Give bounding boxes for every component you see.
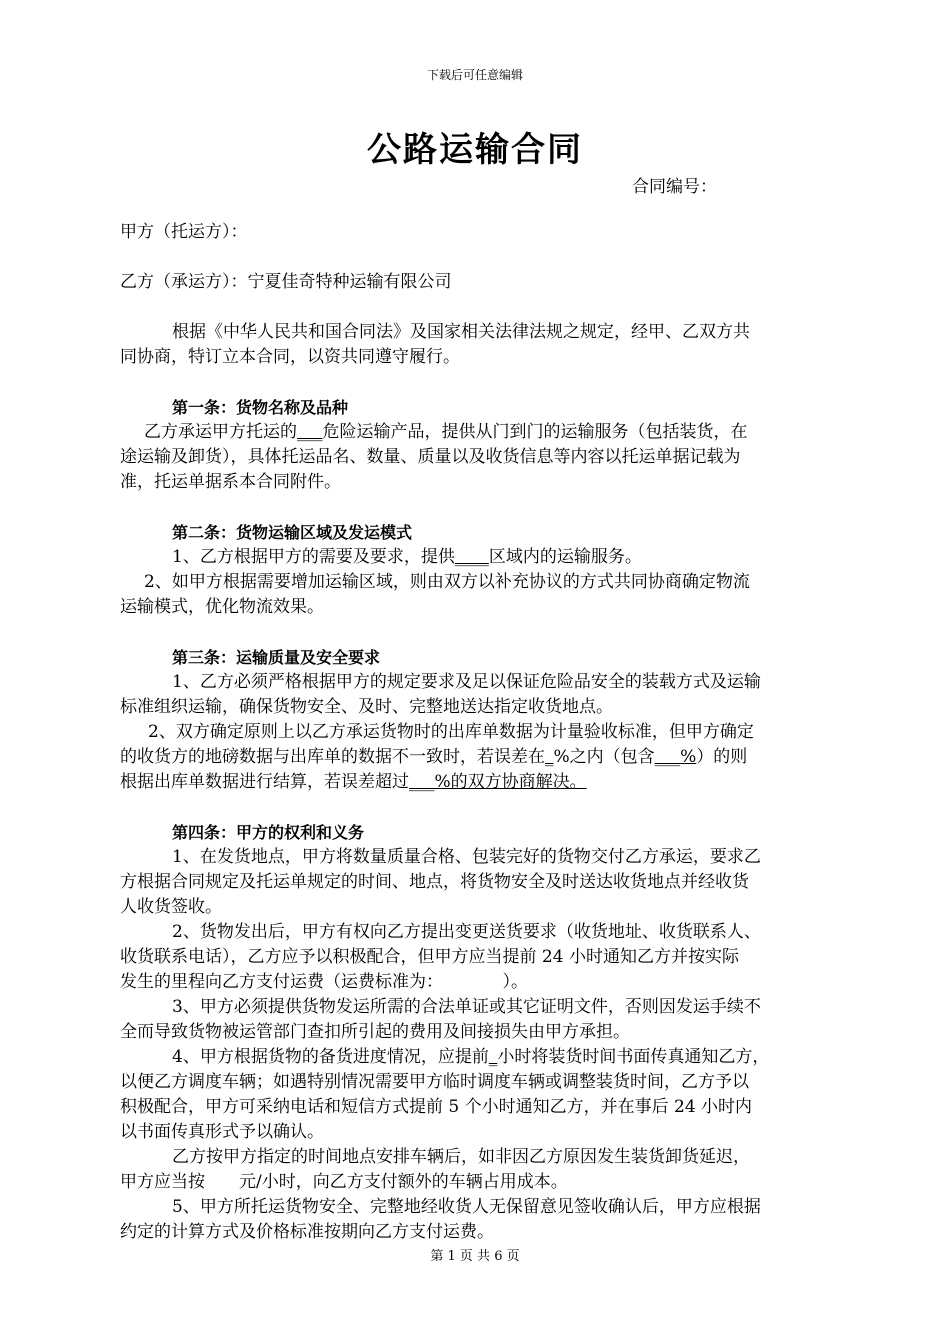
article-4-line: 3、甲方必须提供货物发运所需的合法单证或其它证明文件，否则因发运手续不 bbox=[172, 997, 761, 1017]
article-4-line: 全而导致货物被运管部门查扣所引起的费用及间接损失由甲方承担。 bbox=[120, 1022, 630, 1042]
document-title: 公路运输合同 bbox=[367, 130, 583, 170]
article-4-line: 收货联系电话），乙方应予以积极配合，但甲方应当提前 24 小时通知乙方并按实际 bbox=[120, 947, 739, 967]
article-1-title: 第一条：货物名称及品种 bbox=[172, 398, 349, 417]
article-4-line: 约定的计算方式及价格标准按期向乙方支付运费。 bbox=[120, 1222, 494, 1242]
article-4-line: 4、甲方根据货物的备货进度情况，应提前_小时将装货时间书面传真通知乙方， bbox=[172, 1047, 770, 1067]
article-3-line: 1、乙方必须严格根据甲方的规定要求及足以保证危险品安全的装载方式及运输 bbox=[172, 672, 761, 692]
article-4-line: 积极配合，甲方可采纳电话和短信方式提前 5 个小时通知乙方，并在事后 24 小时内 bbox=[120, 1097, 753, 1117]
article-4-line: 1、在发货地点，甲方将数量质量合格、包装完好的货物交付乙方承运，要求乙 bbox=[172, 847, 761, 867]
party-a: 甲方（托运方）： bbox=[120, 222, 248, 242]
article-1-line: 准，托运单据系本合同附件。 bbox=[120, 472, 341, 492]
article-4-line: 乙方按甲方指定的时间地点安排车辆后，如非因乙方原因发生装货卸货延迟， bbox=[172, 1147, 750, 1167]
article-4-line: 以便乙方调度车辆；如遇特别情况需要甲方临时调度车辆或调整装货时间，乙方予以 bbox=[120, 1072, 749, 1092]
article-2-title: 第二条：货物运输区域及发运模式 bbox=[172, 523, 413, 542]
article-1-line: 途运输及卸货），具体托运品名、数量、质量以及收货信息等内容以托运单据记载为 bbox=[120, 447, 741, 467]
article-4-line: 以书面传真形式予以确认。 bbox=[120, 1122, 324, 1142]
party-b: 乙方（承运方）：宁夏佳奇特种运输有限公司 bbox=[120, 272, 452, 292]
article-1-line: 乙方承运甲方托运的___危险运输产品，提供从门到门的运输服务（包括装货，在 bbox=[144, 422, 748, 442]
article-2-line: 2、如甲方根据需要增加运输区域，则由双方以补充协议的方式共同协商确定物流 bbox=[144, 572, 750, 592]
article-4-line: 方根据合同规定及托运单规定的时间、地点，将货物安全及时送达收货地点并经收货 bbox=[120, 872, 749, 892]
article-2-line: 运输模式，优化物流效果。 bbox=[120, 597, 324, 617]
article-2-line: 1、乙方根据甲方的需要及要求，提供____区域内的运输服务。 bbox=[172, 547, 642, 567]
intro-line: 根据《中华人民共和国合同法》及国家相关法律法规之规定，经甲、乙双方共 bbox=[172, 322, 750, 342]
article-3-title: 第三条：运输质量及安全要求 bbox=[172, 648, 381, 667]
document-body bbox=[120, 220, 832, 1245]
article-4-line: 发生的里程向乙方支付运费（运费标准为： ）。 bbox=[120, 972, 528, 992]
intro-line: 同协商，特订立本合同，以资共同遵守履行。 bbox=[120, 347, 460, 367]
article-4-title: 第四条：甲方的权利和义务 bbox=[172, 823, 365, 842]
article-4-line: 人收货签收。 bbox=[120, 897, 222, 917]
article-4-line: 5、甲方所托运货物安全、完整地经收货人无保留意见签收确认后，甲方应根据 bbox=[172, 1197, 761, 1217]
article-4-line: 2、货物发出后，甲方有权向乙方提出变更送货要求（收货地址、收货联系人、 bbox=[172, 922, 761, 942]
article-3-line: 的收货方的地磅数据与出库单的数据不一致时，若误差在_%之内（包含___%）的则 bbox=[120, 747, 748, 767]
article-3-line: 2、双方确定原则上以乙方承运货物时的出库单数据为计量验收标准，但甲方确定 bbox=[148, 722, 754, 742]
header-note: 下载后可任意编辑 bbox=[426, 68, 523, 82]
article-4-line: 甲方应当按 元/小时，向乙方支付额外的车辆占用成本。 bbox=[120, 1172, 568, 1192]
article-3-line: 根据出库单数据进行结算，若误差超过___%的双方协商解决。 bbox=[120, 772, 587, 792]
page-number: 第 1 页 共 6 页 bbox=[430, 1249, 520, 1264]
article-3-line: 标准组织运输，确保货物安全、及时、完整地送达指定收货地点。 bbox=[120, 697, 613, 717]
contract-number-label: 合同编号： bbox=[632, 177, 717, 197]
